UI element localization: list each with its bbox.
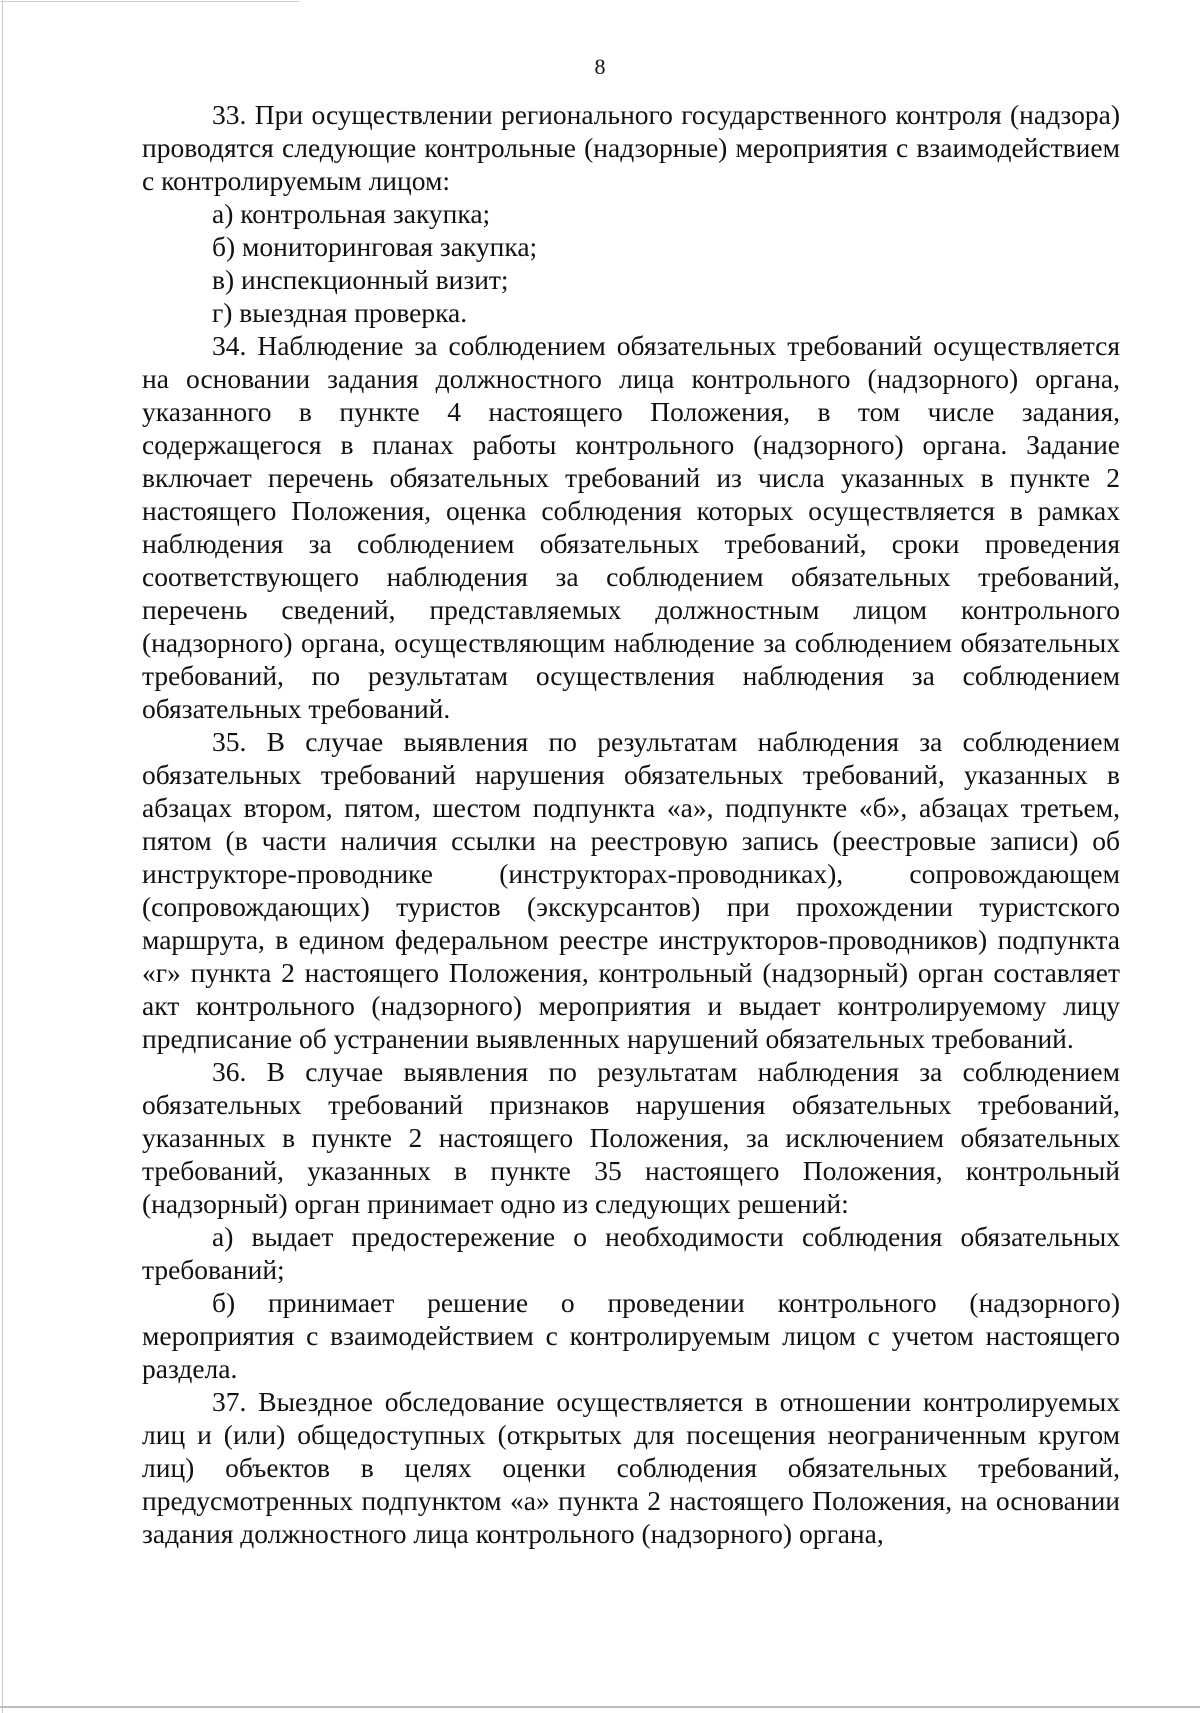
paragraph-35: 35. В случае выявления по результатам наблюдения за соблюдением обязательных требований нарушения обязательных требований, указанных в абзацах втором, пятом, шестом подпункта «а», подпункте «б», абзацах третьем, пятом (в части наличия ссылки на реестровую запись (реестровые записи) об инструкторе-проводнике (инструкторах-проводниках), сопровождающем (сопровождающих) туристов (экскурсантов) при прохождении туристского маршрута, в едином федеральном реестре инструкторов-проводников) подпункта «г» пункта 2 настоящего Положения, контрольный (надзорный) орган составляет акт контрольного (надзорного) мероприятия и выдает контролируемому лицу предписание об устранении выявленных нарушений обязательных требований. [142, 726, 1120, 1054]
paragraph-36: 36. В случае выявления по результатам наблюдения за соблюдением обязательных требований признаков нарушения обязательных требований, указанных в пункте 2 настоящего Положения, за исключением обязательных требований, указанных в пункте 35 настоящего Положения, контрольный (надзорный) орган принимает одно из следующих решений: [142, 1056, 1120, 1219]
scan-edge-bottom [0, 1706, 1200, 1708]
paragraph-36-item-a: а) выдает предостережение о необходимости соблюдения обязательных требований; [142, 1221, 1120, 1285]
list-item-b: б) мониторинговая закупка; [212, 231, 538, 262]
paragraph-37: 37. Выездное обследование осуществляется в отношении контролируемых лиц и (или) общедоступных (открытых для посещения неограниченным кругом лиц) объектов в целях оценки соблюдения обязательных требований, предусмотренных подпунктом «а» пункта 2 настоящего Положения, на основании задания должностного лица контрольного (надзорного) органа, [142, 1386, 1120, 1549]
scan-edge-left [2, 0, 3, 1713]
scan-edge-top [0, 1, 300, 2]
paragraph-36-item-b: б) принимает решение о проведении контрольного (надзорного) мероприятия с взаимодействием с контролируемым лицом с учетом настоящего раздела. [142, 1287, 1120, 1384]
list-item-v: в) инспекционный визит; [212, 264, 509, 295]
list-item-g: г) выездная проверка. [212, 297, 468, 328]
paragraph-34: 34. Наблюдение за соблюдением обязательных требований осуществляется на основании задания должностного лица контрольного (надзорного) органа, указанного в пункте 4 настоящего Положения, в том числе задания, содержащегося в планах работы контрольного (надзорного) органа. Задание включает перечень обязательных требований из числа указанных в пункте 2 настоящего Положения, оценка соблюдения которых осуществляется в рамках наблюдения за соблюдением обязательных требований, сроки проведения соответствующего наблюдения за соблюдением обязательных требований, перечень сведений, представляемых должностным лицом контрольного (надзорного) органа, осуществляющим наблюдение за соблюдением обязательных требований, по результатам осуществления наблюдения за соблюдением обязательных требований. [142, 330, 1120, 724]
document-body [142, 98, 1120, 1550]
paragraph-33: 33. При осуществлении регионального государственного контроля (надзора) проводятся следующие контрольные (надзорные) мероприятия с взаимодействием с контролируемым лицом: [142, 99, 1120, 196]
page-number: 8 [594, 54, 606, 79]
list-item-a: а) контрольная закупка; [212, 198, 491, 229]
